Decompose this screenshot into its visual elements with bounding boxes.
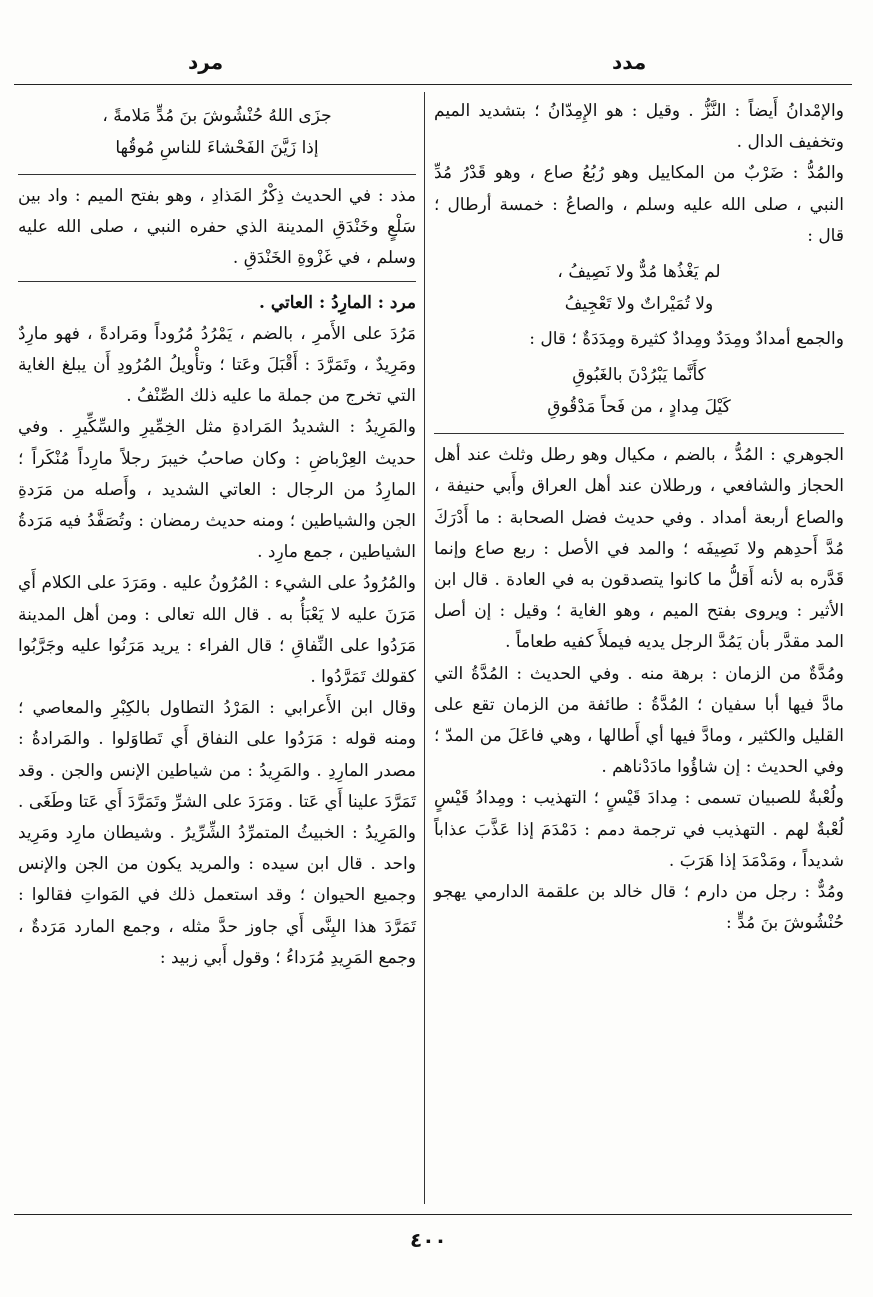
paragraph: والمُرُودُ على الشيء : المُرُونُ عليه . ومَرَدَ على الكلام أَي مَرَنَ عليه لا يَعْبَأُ به . قال الله تعالى : ومن أهل المدينة مَرَدُوا على النِّفاقِ ؛ قال الفراء : يريد مَرَنُوا عليه وجَرَّبُوا كقولك تَمَرَّدُوا . xyxy=(18,573,416,688)
paragraph: والجمع أمدادٌ ومِدَدٌ ومِدادٌ كثيرة ومِدَدَةٌ ؛ قال : xyxy=(529,329,844,350)
section-rule xyxy=(18,281,416,282)
verse-block xyxy=(434,252,844,324)
top-rule xyxy=(14,84,852,85)
paragraph: الجوهري : المُدُّ ، بالضم ، مكيال وهو رطل وثلث عند أهل الحجاز والشافعي ، ورطلان عند أهل العراق وأَبي حنيفة ، والصاع أربعة أمداد . وفي حديث فضل الصحابة : ما أَدْرَكَ مُدَّ أَحدِهم ولا نَصِيفَه ؛ والمد في الأصل : ربع صاع وإنما قَدَّره به لأنه أَقلُّ ما كانوا يتصدقون به في العادة . قال ابن الأثير : ويروى بفتح الميم ، وهو الغاية ؛ وقيل : إن أصل المد مقدَّر بأن يَمُدَّ الرجل يديه فيملأَ كفيه طعاماً . xyxy=(434,445,844,653)
section-rule xyxy=(18,174,416,175)
paragraph: ومُدَّةٌ من الزمان : برهة منه . وفي الحديث : المُدَّةُ التي مادَّ فيها أبا سفيان ؛ المُدَّةُ : طائفة من الزمان تقع على القليل والكثير ، ومادَّ فيها أي أَطالها ، وهي فاعَلَ من المدّ ؛ وفي الحديث : إن شاؤُوا مادَدْناهم . xyxy=(434,663,844,778)
verse-line: جزَى اللهُ حُنْشُوشَ بنَ مُدٍّ مَلامةً ، xyxy=(102,106,332,126)
verse-line: إذا زَيَّنَ الفَحْشاءَ للناسِ مُوقُها xyxy=(115,138,319,158)
right-column xyxy=(434,96,844,939)
verse-line: ولا تُمَيْراتٌ ولا تَعْجِيفُ xyxy=(564,294,714,315)
paragraph: مَرُدَ على الأَمرِ ، بالضم ، يَمْرُدُ مُرُوداً ومَرادةً ، فهو مارِدٌ ومَرِيدٌ ، وتَمَرَّدَ : أَقْبَلَ وعَتا ؛ وتأْويلُ المُرُودِ أَن يبلغ الغاية التي تخرج من جملة ما عليه ذلك الصِّنْفُ . xyxy=(18,323,416,407)
running-head-right: مدد xyxy=(612,50,647,74)
verse-line: لم يَغْذُها مُدٌّ ولا نَصِيفُ ، xyxy=(557,262,721,283)
paragraph: والمَرِيدُ : الشديدُ المَرادةِ مثل الخِمِّيرِ والسِّكِّيرِ . وفي حديث العِرْباضِ : وكان صاحبُ خيبرَ رجلاً مارِداً مُنْكَراً ؛ المارِدُ من الرجال : العاتي الشديد ، وأَصله من مَرَدةِ الجن والشياطين ؛ ومنه حديث رمضان : وتُصَفَّدُ فيه مَرَدةُ الشياطين ، جمع مارِد . xyxy=(18,417,416,563)
left-column xyxy=(18,96,416,974)
paragraph: والإمْدانُ أَيضاً : النَّزُّ . وقيل : هو الإِمِدّانُ ؛ بتشديد الميم وتخفيف الدال . xyxy=(434,101,844,153)
entry-head-marad: مرد : المارِدُ : العاتي . xyxy=(259,292,416,313)
column-divider xyxy=(424,92,425,1204)
verse-line: كَيْلَ مِدادٍ ، من فَحاً مَدْقُوقِ xyxy=(547,397,731,418)
verse-block xyxy=(434,355,844,427)
paragraph: ولُعْبةٌ للصبيان تسمى : مِدادَ قَيْسٍ ؛ التهذيب : ومِدادُ قَيْسٍ لُعْبةٌ لهم . التهذيب في ترجمة دمم : دَمْدَمَ إذا عَذَّبَ عذاباً شديداً ، ومَدْمَدَ إذا هَرَبَ . xyxy=(434,788,844,871)
paragraph: والمُدُّ : ضَرْبٌ من المكاييل وهو رُبُعُ صاع ، وهو قَدْرُ مُدِّ النبي ، صلى الله عليه وسلم ، والصاعُ : خمسة أرطال ؛ قال : xyxy=(434,163,844,246)
verse-line: كأَنَّما يَبْرُدْنَ بالغَبُوقِ xyxy=(572,365,706,386)
running-head-left: مرد xyxy=(188,50,224,74)
section-rule xyxy=(434,433,844,434)
paragraph: ومُدٌّ : رجل من دارم ؛ قال خالد بن علقمة الدارمي يهجو حُنْشُوشَ بنَ مُدٍّ : xyxy=(434,882,844,934)
verse-block xyxy=(18,96,416,168)
paragraph: وقال ابن الأَعرابي : المَرْدُ التطاول بالكِبْرِ والمعاصي ؛ ومنه قوله : مَرَدُوا على النفاق أَي تَطاوَلوا . والمَرادةُ : مصدر المارِدِ . والمَرِيدُ : من شياطين الإنس والجن . وقد تَمَرَّدَ علينا أَي عَتا . ومَرَدَ على الشرِّ وتَمَرَّدَ أَي عَتا وطَغَى . والمَرِيدُ : الخبيثُ المتمرِّدُ الشِّرِّيرُ . وشيطان مارِد ومَرِيد واحد . قال ابن سيده : والمريد يكون من الجن والإنس وجميع الحيوان ؛ وقد استعمل ذلك في المَواتِ فقالوا : تَمَرَّدَ هذا البِنَّى أَي جاوز حدَّ مثله ، وجمع المارد مَرَدةٌ ، وجمع المَرِيدِ مُرَداءُ ؛ وقول أَبي زبيد : xyxy=(18,698,416,968)
bottom-rule xyxy=(14,1214,852,1215)
entry-madhad: مذد : في الحديث ذِكْرُ المَذادِ ، وهو بفتح الميم : واد بين سَلْعٍ وخَنْدَقِ المدينة الذي حفره النبي ، صلى الله عليه وسلم ، في غَزْوةِ الخَنْدَقِ . xyxy=(18,186,416,269)
page-number: ٤٠٠ xyxy=(410,1228,447,1252)
